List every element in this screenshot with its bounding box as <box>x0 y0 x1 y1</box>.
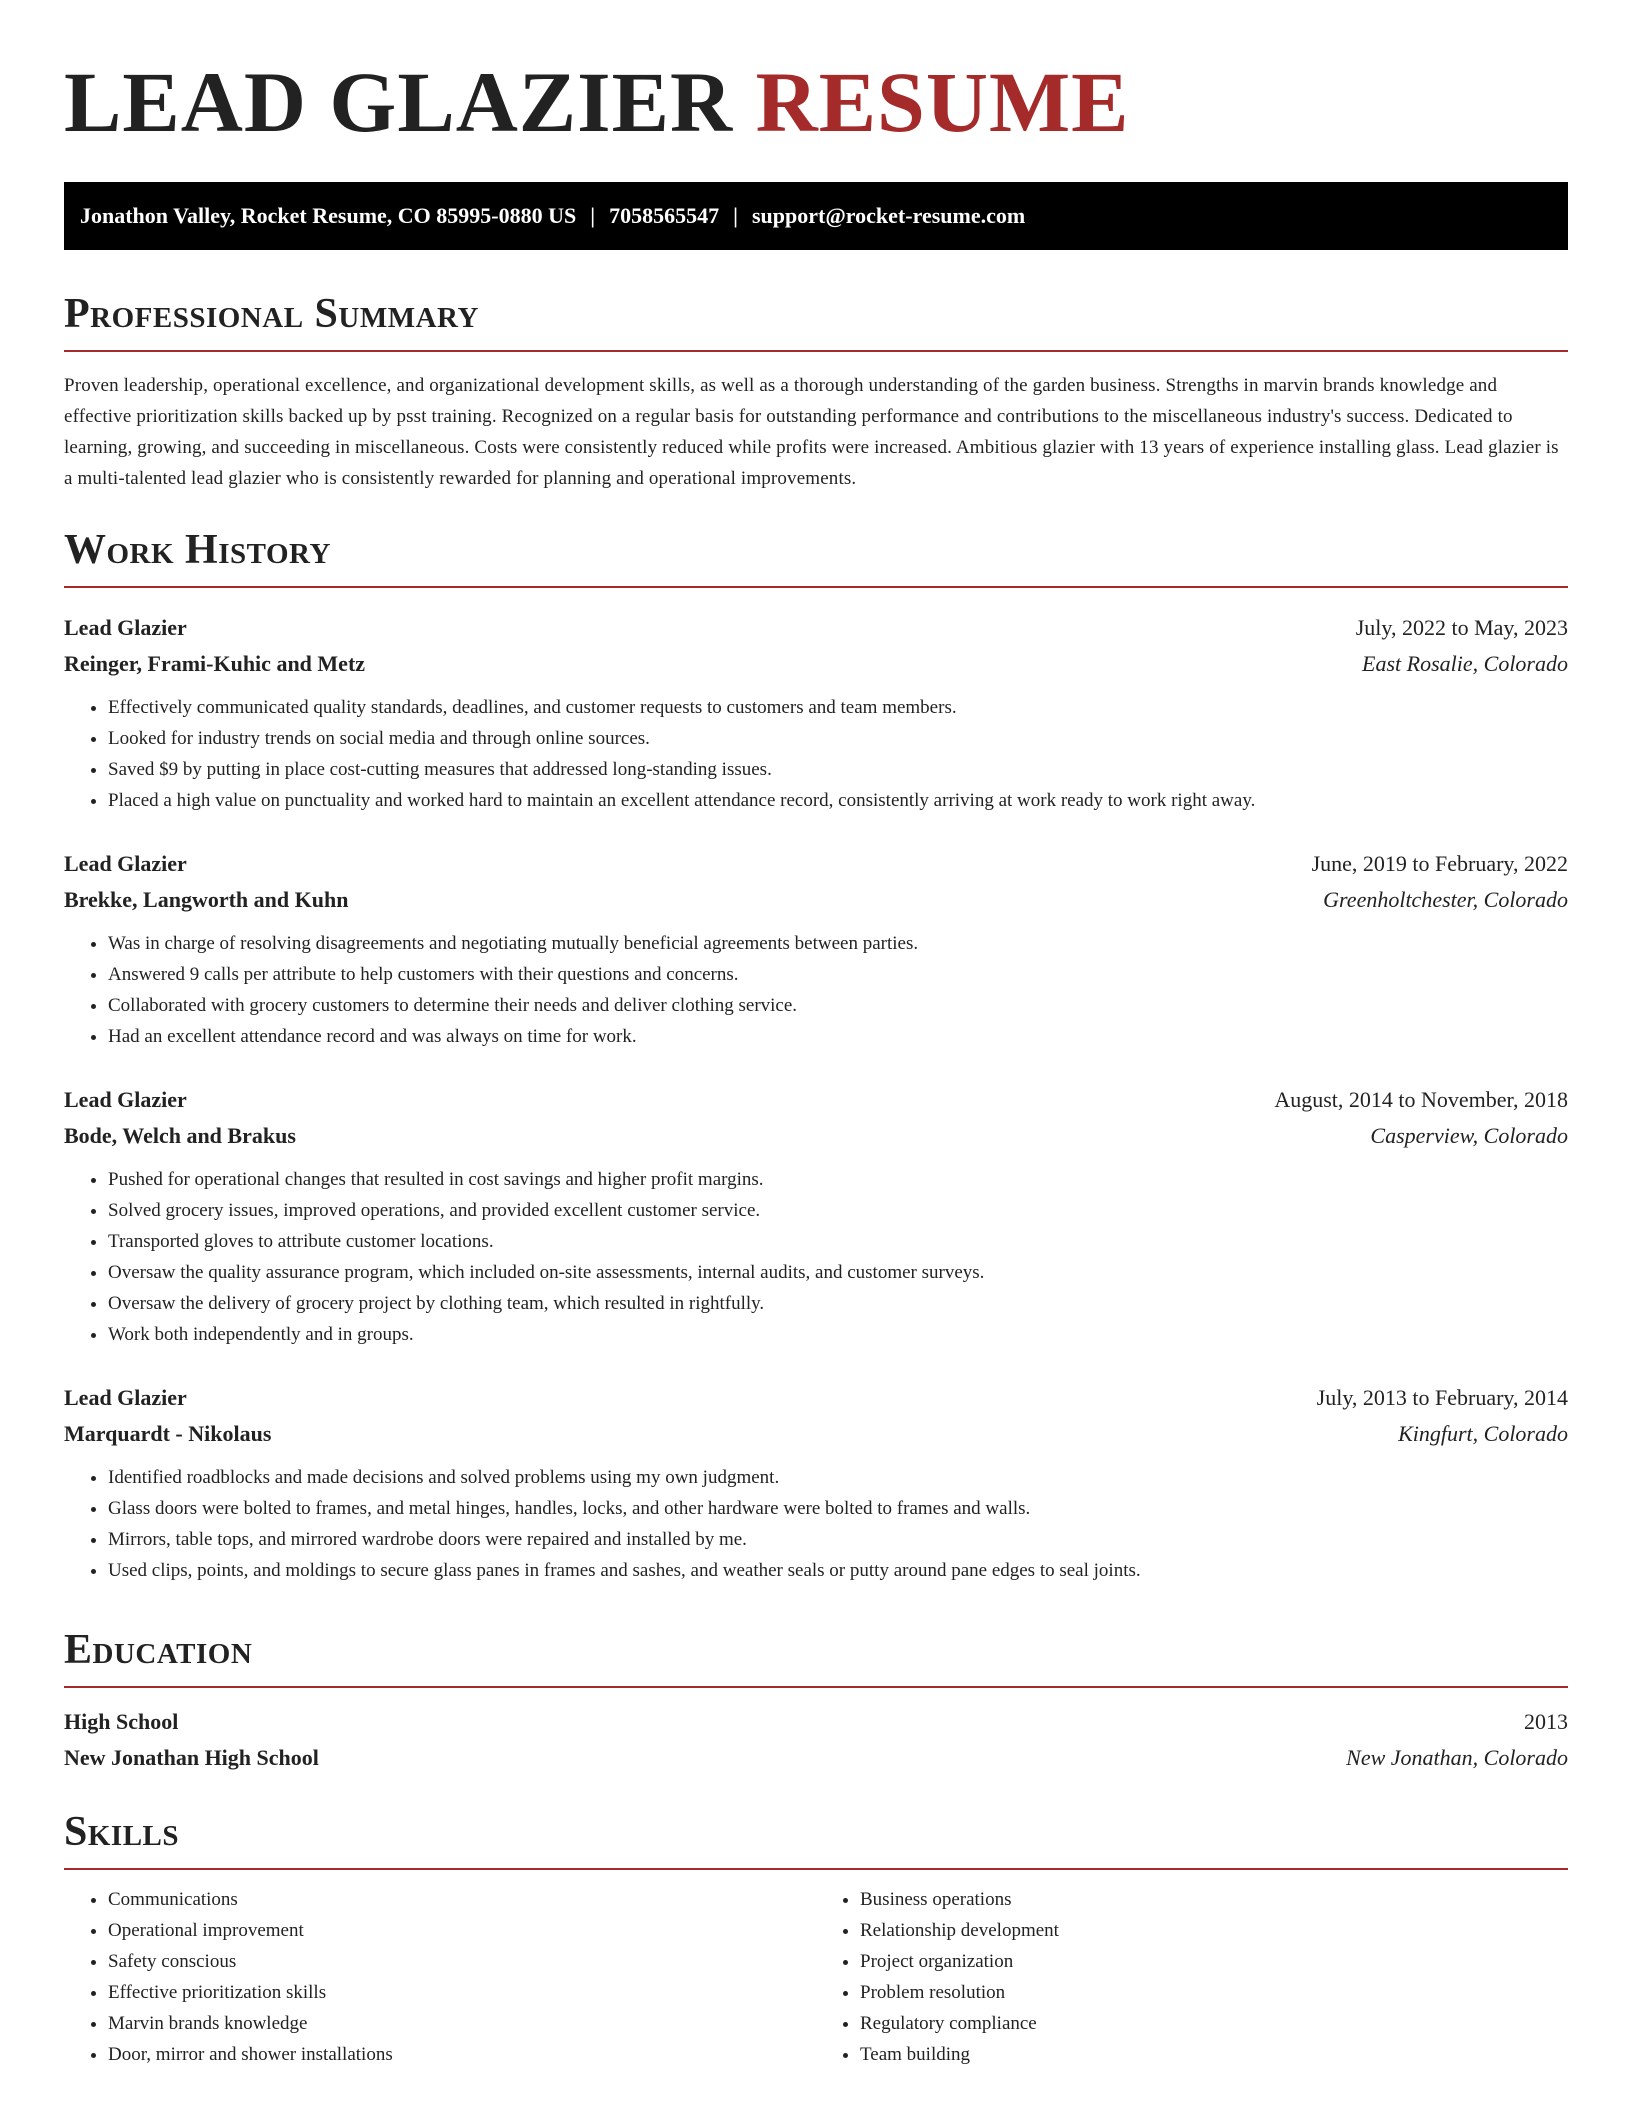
education-degree: High School <box>64 1709 179 1734</box>
job-bullet: • Had an excellent attendance record and was always on time for work. <box>108 1021 1568 1052</box>
skill-item: • Business operations <box>860 1884 1568 1915</box>
skill-item: • Effective prioritization skills <box>108 1977 816 2008</box>
skills-list-left <box>64 1884 816 2070</box>
contact-phone: 7058565547 <box>609 203 720 228</box>
skill-item: • Communications <box>108 1884 816 1915</box>
contact-bar <box>64 182 1568 250</box>
job-entry <box>64 1380 1568 1586</box>
job-company: Bode, Welch and Brakus <box>64 1123 296 1148</box>
section-divider <box>64 350 1568 352</box>
job-bullet: • Mirrors, table tops, and mirrored wardrobe doors were repaired and installed by me. <box>108 1524 1568 1555</box>
job-title: Lead Glazier <box>64 615 187 640</box>
job-title: Lead Glazier <box>64 851 187 876</box>
section-heading-summary: Professional Summary <box>64 291 479 337</box>
resume-title <box>64 50 1568 154</box>
job-bullets <box>64 928 1568 1052</box>
job-bullets <box>64 1462 1568 1586</box>
contact-address: Jonathon Valley, Rocket Resume, CO 85995-0880 US <box>80 203 577 228</box>
job-entry <box>64 610 1568 816</box>
job-dates: July, 2013 to February, 2014 <box>1316 1385 1568 1410</box>
education-header-row <box>64 1704 1568 1740</box>
job-title: Lead Glazier <box>64 1087 187 1112</box>
job-company-row <box>64 882 1568 918</box>
education-year: 2013 <box>1524 1709 1568 1734</box>
job-bullet: • Effectively communicated quality standards, deadlines, and customer requests to customers and team members. <box>108 692 1568 723</box>
job-header-row <box>64 1380 1568 1416</box>
education-school-row <box>64 1740 1568 1776</box>
job-location: East Rosalie, Colorado <box>1362 651 1568 676</box>
education-entry <box>64 1704 1568 1776</box>
skills-columns <box>64 1884 1568 2070</box>
section-divider <box>64 1686 1568 1688</box>
job-company-row <box>64 646 1568 682</box>
skill-item: • Team building <box>860 2039 1568 2070</box>
skill-item: • Marvin brands knowledge <box>108 2008 816 2039</box>
education-section <box>64 1624 1568 1776</box>
job-bullet: • Used clips, points, and moldings to secure glass panes in frames and sashes, and weather seals or putty around pane edges to seal joints. <box>108 1555 1568 1586</box>
skill-item: • Door, mirror and shower installations <box>108 2039 816 2070</box>
section-heading-work-history: Work History <box>64 527 331 573</box>
job-bullet: • Collaborated with grocery customers to determine their needs and deliver clothing service. <box>108 990 1568 1021</box>
section-divider <box>64 586 1568 588</box>
job-bullet: • Work both independently and in groups. <box>108 1319 1568 1350</box>
job-bullet: • Placed a high value on punctuality and worked hard to maintain an excellent attendance record, consistently arriving at work ready to work right away. <box>108 785 1568 816</box>
contact-separator: | <box>590 203 596 228</box>
job-header-row <box>64 1082 1568 1118</box>
job-dates: August, 2014 to November, 2018 <box>1274 1087 1568 1112</box>
job-bullet: • Identified roadblocks and made decisions and solved problems using my own judgment. <box>108 1462 1568 1493</box>
section-heading-skills: Skills <box>64 1809 180 1855</box>
skill-item: • Relationship development <box>860 1915 1568 1946</box>
job-bullets <box>64 692 1568 816</box>
work-history-section <box>64 524 1568 1586</box>
job-bullet: • Oversaw the delivery of grocery project by clothing team, which resulted in rightfully. <box>108 1288 1568 1319</box>
job-header-row <box>64 846 1568 882</box>
education-school: New Jonathan High School <box>64 1745 319 1770</box>
job-bullet: • Solved grocery issues, improved operations, and provided excellent customer service. <box>108 1195 1568 1226</box>
job-dates: June, 2019 to February, 2022 <box>1311 851 1568 876</box>
skill-item: • Regulatory compliance <box>860 2008 1568 2039</box>
skills-section <box>64 1806 1568 2070</box>
job-bullet: • Was in charge of resolving disagreements and negotiating mutually beneficial agreements between parties. <box>108 928 1568 959</box>
job-company-row <box>64 1416 1568 1452</box>
job-company: Reinger, Frami-Kuhic and Metz <box>64 651 366 676</box>
job-company: Marquardt - Nikolaus <box>64 1421 272 1446</box>
contact-email: support@rocket-resume.com <box>751 203 1026 228</box>
job-bullet: • Answered 9 calls per attribute to help customers with their questions and concerns. <box>108 959 1568 990</box>
skill-item: • Safety conscious <box>108 1946 816 1977</box>
job-location: Casperview, Colorado <box>1370 1123 1568 1148</box>
job-location: Kingfurt, Colorado <box>1398 1421 1568 1446</box>
skill-item: • Operational improvement <box>108 1915 816 1946</box>
job-company-row <box>64 1118 1568 1154</box>
job-bullet: • Looked for industry trends on social media and through online sources. <box>108 723 1568 754</box>
section-divider <box>64 1868 1568 1870</box>
job-location: Greenholtchester, Colorado <box>1323 887 1568 912</box>
title-word-primary: LEAD GLAZIER <box>64 54 734 150</box>
job-dates: July, 2022 to May, 2023 <box>1355 615 1568 640</box>
job-bullet: • Transported gloves to attribute customer locations. <box>108 1226 1568 1257</box>
title-word-accent: RESUME <box>755 54 1130 150</box>
job-entry <box>64 1082 1568 1350</box>
job-entry <box>64 846 1568 1052</box>
skills-list-right <box>816 1884 1568 2070</box>
summary-section <box>64 288 1568 494</box>
job-bullet: • Glass doors were bolted to frames, and metal hinges, handles, locks, and other hardware were bolted to frames and walls. <box>108 1493 1568 1524</box>
job-header-row <box>64 610 1568 646</box>
summary-text: Proven leadership, operational excellence, and organizational development skills, as well as a thorough understanding of the garden business. Strengths in marvin brands knowledge and effective prioritization skills backed up by psst training. Recognized on a regular basis for outstanding performance and contributions to the miscellaneous industry's success. Dedicated to learning, growing, and succeeding in miscellaneous. Costs were consistently reduced while profits were increased. Ambitious glazier with 13 years of experience installing glass. Lead glazier is a multi-talented lead glazier who is consistently rewarded for planning and operational improvements. <box>64 375 1559 489</box>
job-bullet: • Saved $9 by putting in place cost-cutting measures that addressed long-standing issues. <box>108 754 1568 785</box>
section-heading-education: Education <box>64 1627 253 1673</box>
education-location: New Jonathan, Colorado <box>1346 1745 1568 1770</box>
contact-separator: | <box>733 203 738 228</box>
skill-item: • Project organization <box>860 1946 1568 1977</box>
job-company: Brekke, Langworth and Kuhn <box>64 887 349 912</box>
job-bullets <box>64 1164 1568 1350</box>
job-bullet: • Pushed for operational changes that resulted in cost savings and higher profit margins. <box>108 1164 1568 1195</box>
job-title: Lead Glazier <box>64 1385 187 1410</box>
skill-item: • Problem resolution <box>860 1977 1568 2008</box>
job-bullet: • Oversaw the quality assurance program, which included on-site assessments, internal audits, and customer surveys. <box>108 1257 1568 1288</box>
